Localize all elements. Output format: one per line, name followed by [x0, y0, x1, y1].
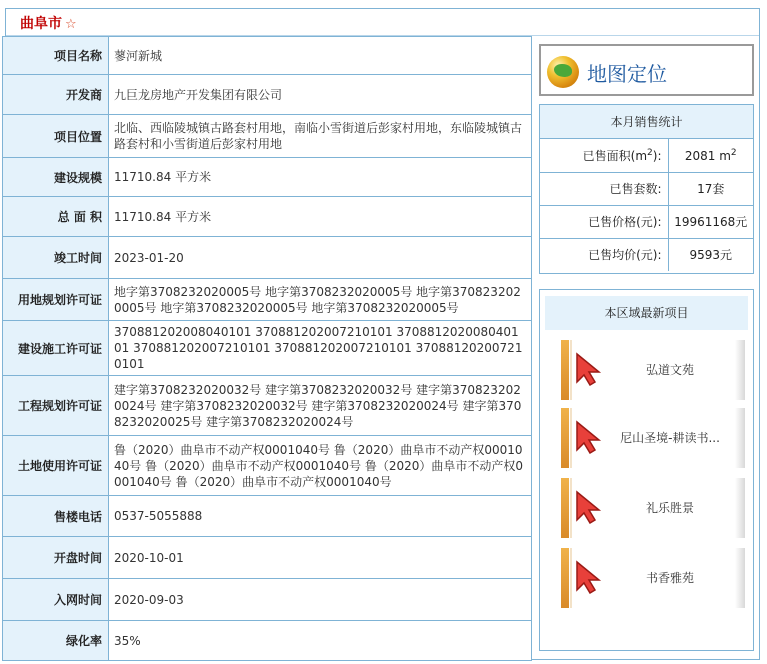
- value-land-use-permit: 鲁（2020）曲阜市不动产权0001040号 鲁（2020）曲阜市不动产权0001040号 鲁（2020）曲阜市不动产权0001040号 鲁（2020）曲阜市不动产权0001040号 鲁（2020）曲阜市不动产权0001040号: [109, 436, 532, 496]
- value-build-scale: 11710.84 平方米: [109, 158, 532, 197]
- recent-project-name: 礼乐胜景: [645, 501, 694, 515]
- sold-avg-price-value: 9593元: [689, 248, 733, 263]
- sold-avg-price-label: 已售均价(元):: [540, 238, 668, 271]
- map-location-label: 地图定位: [587, 62, 667, 86]
- recent-project-card[interactable]: [561, 548, 745, 608]
- value-land-planning-permit: 地字第3708232020005号 地字第3708232020005号 地字第3708232020005号 地字第3708232020005号 地字第3708232020005号: [109, 279, 532, 321]
- row-land-planning-permit: [3, 279, 532, 321]
- value-network-date: 2020-09-03: [109, 579, 532, 621]
- sold-price-label: 已售价格(元):: [540, 205, 668, 238]
- sold-area-label: 已售面积$(m^2)$:: [540, 139, 668, 172]
- label-land-planning-permit: 用地规划许可证: [3, 279, 109, 321]
- value-sales-phone: 0537-5055888: [109, 496, 532, 537]
- label-developer: 开发商: [3, 75, 109, 115]
- sold-area-value: 2081 $m^2$: [668, 139, 753, 172]
- value-construction-permit: 370881202008040101 370881202007210101 370881202008040101 370881202007210101 370881202007210101 370881202007210101: [109, 321, 532, 376]
- label-construction-permit: 建设施工许可证: [3, 321, 109, 376]
- map-location-button[interactable]: [539, 44, 754, 96]
- row-greening-rate: [3, 621, 532, 661]
- recent-project-name: 弘道文苑: [645, 363, 694, 377]
- label-build-scale: 建设规模: [3, 158, 109, 197]
- cursor-icon: [573, 490, 607, 524]
- value-engineering-planning-permit: 建字第3708232020032号 建字第3708232020032号 建字第3708232020024号 建字第3708232020032号 建字第3708232020024号 建字第3708232020025号 建字第3708232020024号: [109, 376, 532, 436]
- recent-project-name: 书香雅苑: [645, 571, 694, 585]
- row-land-use-permit: [3, 436, 532, 496]
- label-engineering-planning-permit: 工程规划许可证: [3, 376, 109, 436]
- value-developer: 九巨龙房地产开发集团有限公司: [109, 75, 532, 115]
- value-location: 北临、西临陵城镇古路套村用地，南临小雪街道后彭家村用地，东临陵城镇古路套村和小雪街道后彭家村用地: [109, 115, 532, 158]
- row-network-date: [3, 579, 532, 621]
- recent-projects-panel: [539, 289, 754, 651]
- row-build-scale: [3, 158, 532, 197]
- row-location: [3, 115, 532, 158]
- label-land-use-permit: 土地使用许可证: [3, 436, 109, 496]
- recent-projects-title: 本区域最新项目: [545, 296, 748, 330]
- value-completion-date: 2023-01-20: [109, 237, 532, 279]
- row-project-name: [3, 37, 532, 75]
- row-total-area: [3, 197, 532, 237]
- row-construction-permit: [3, 321, 532, 376]
- page-header: [6, 9, 759, 36]
- label-greening-rate: 绿化率: [3, 621, 109, 661]
- value-greening-rate: 35%: [109, 621, 532, 661]
- row-engineering-planning-permit: [3, 376, 532, 436]
- monthly-sales-table: [540, 139, 753, 271]
- globe-icon: [547, 56, 579, 88]
- sold-sets-label: 已售套数:: [540, 172, 668, 205]
- value-project-name: 蓼河新城: [109, 37, 532, 75]
- recent-project-card[interactable]: [561, 408, 745, 468]
- cursor-icon: [573, 352, 607, 386]
- label-sales-phone: 售楼电话: [3, 496, 109, 537]
- star-icon[interactable]: ☆: [65, 17, 77, 32]
- label-opening-date: 开盘时间: [3, 537, 109, 579]
- cursor-icon: [573, 420, 607, 454]
- label-total-area: 总 面 积: [3, 197, 109, 237]
- row-developer: [3, 75, 532, 115]
- row-sales-phone: [3, 496, 532, 537]
- sold-sets-value: 17套: [668, 172, 753, 205]
- monthly-sales-title: 本月销售统计: [540, 105, 753, 139]
- value-opening-date: 2020-10-01: [109, 537, 532, 579]
- row-completion-date: [3, 237, 532, 279]
- row-opening-date: [3, 537, 532, 579]
- label-network-date: 入网时间: [3, 579, 109, 621]
- recent-project-name: 尼山圣境-耕读书...: [620, 431, 720, 445]
- label-completion-date: 竣工时间: [3, 237, 109, 279]
- recent-project-card[interactable]: [561, 340, 745, 400]
- city-title: 曲阜市 ☆: [20, 16, 77, 32]
- label-project-name: 项目名称: [3, 37, 109, 75]
- value-total-area: 11710.84 平方米: [109, 197, 532, 237]
- monthly-sales-panel: [539, 104, 754, 274]
- label-location: 项目位置: [3, 115, 109, 158]
- sold-price-value: 19961168元: [668, 205, 753, 238]
- recent-project-card[interactable]: [561, 478, 745, 538]
- project-info-table: [2, 36, 532, 661]
- cursor-icon: [573, 560, 607, 594]
